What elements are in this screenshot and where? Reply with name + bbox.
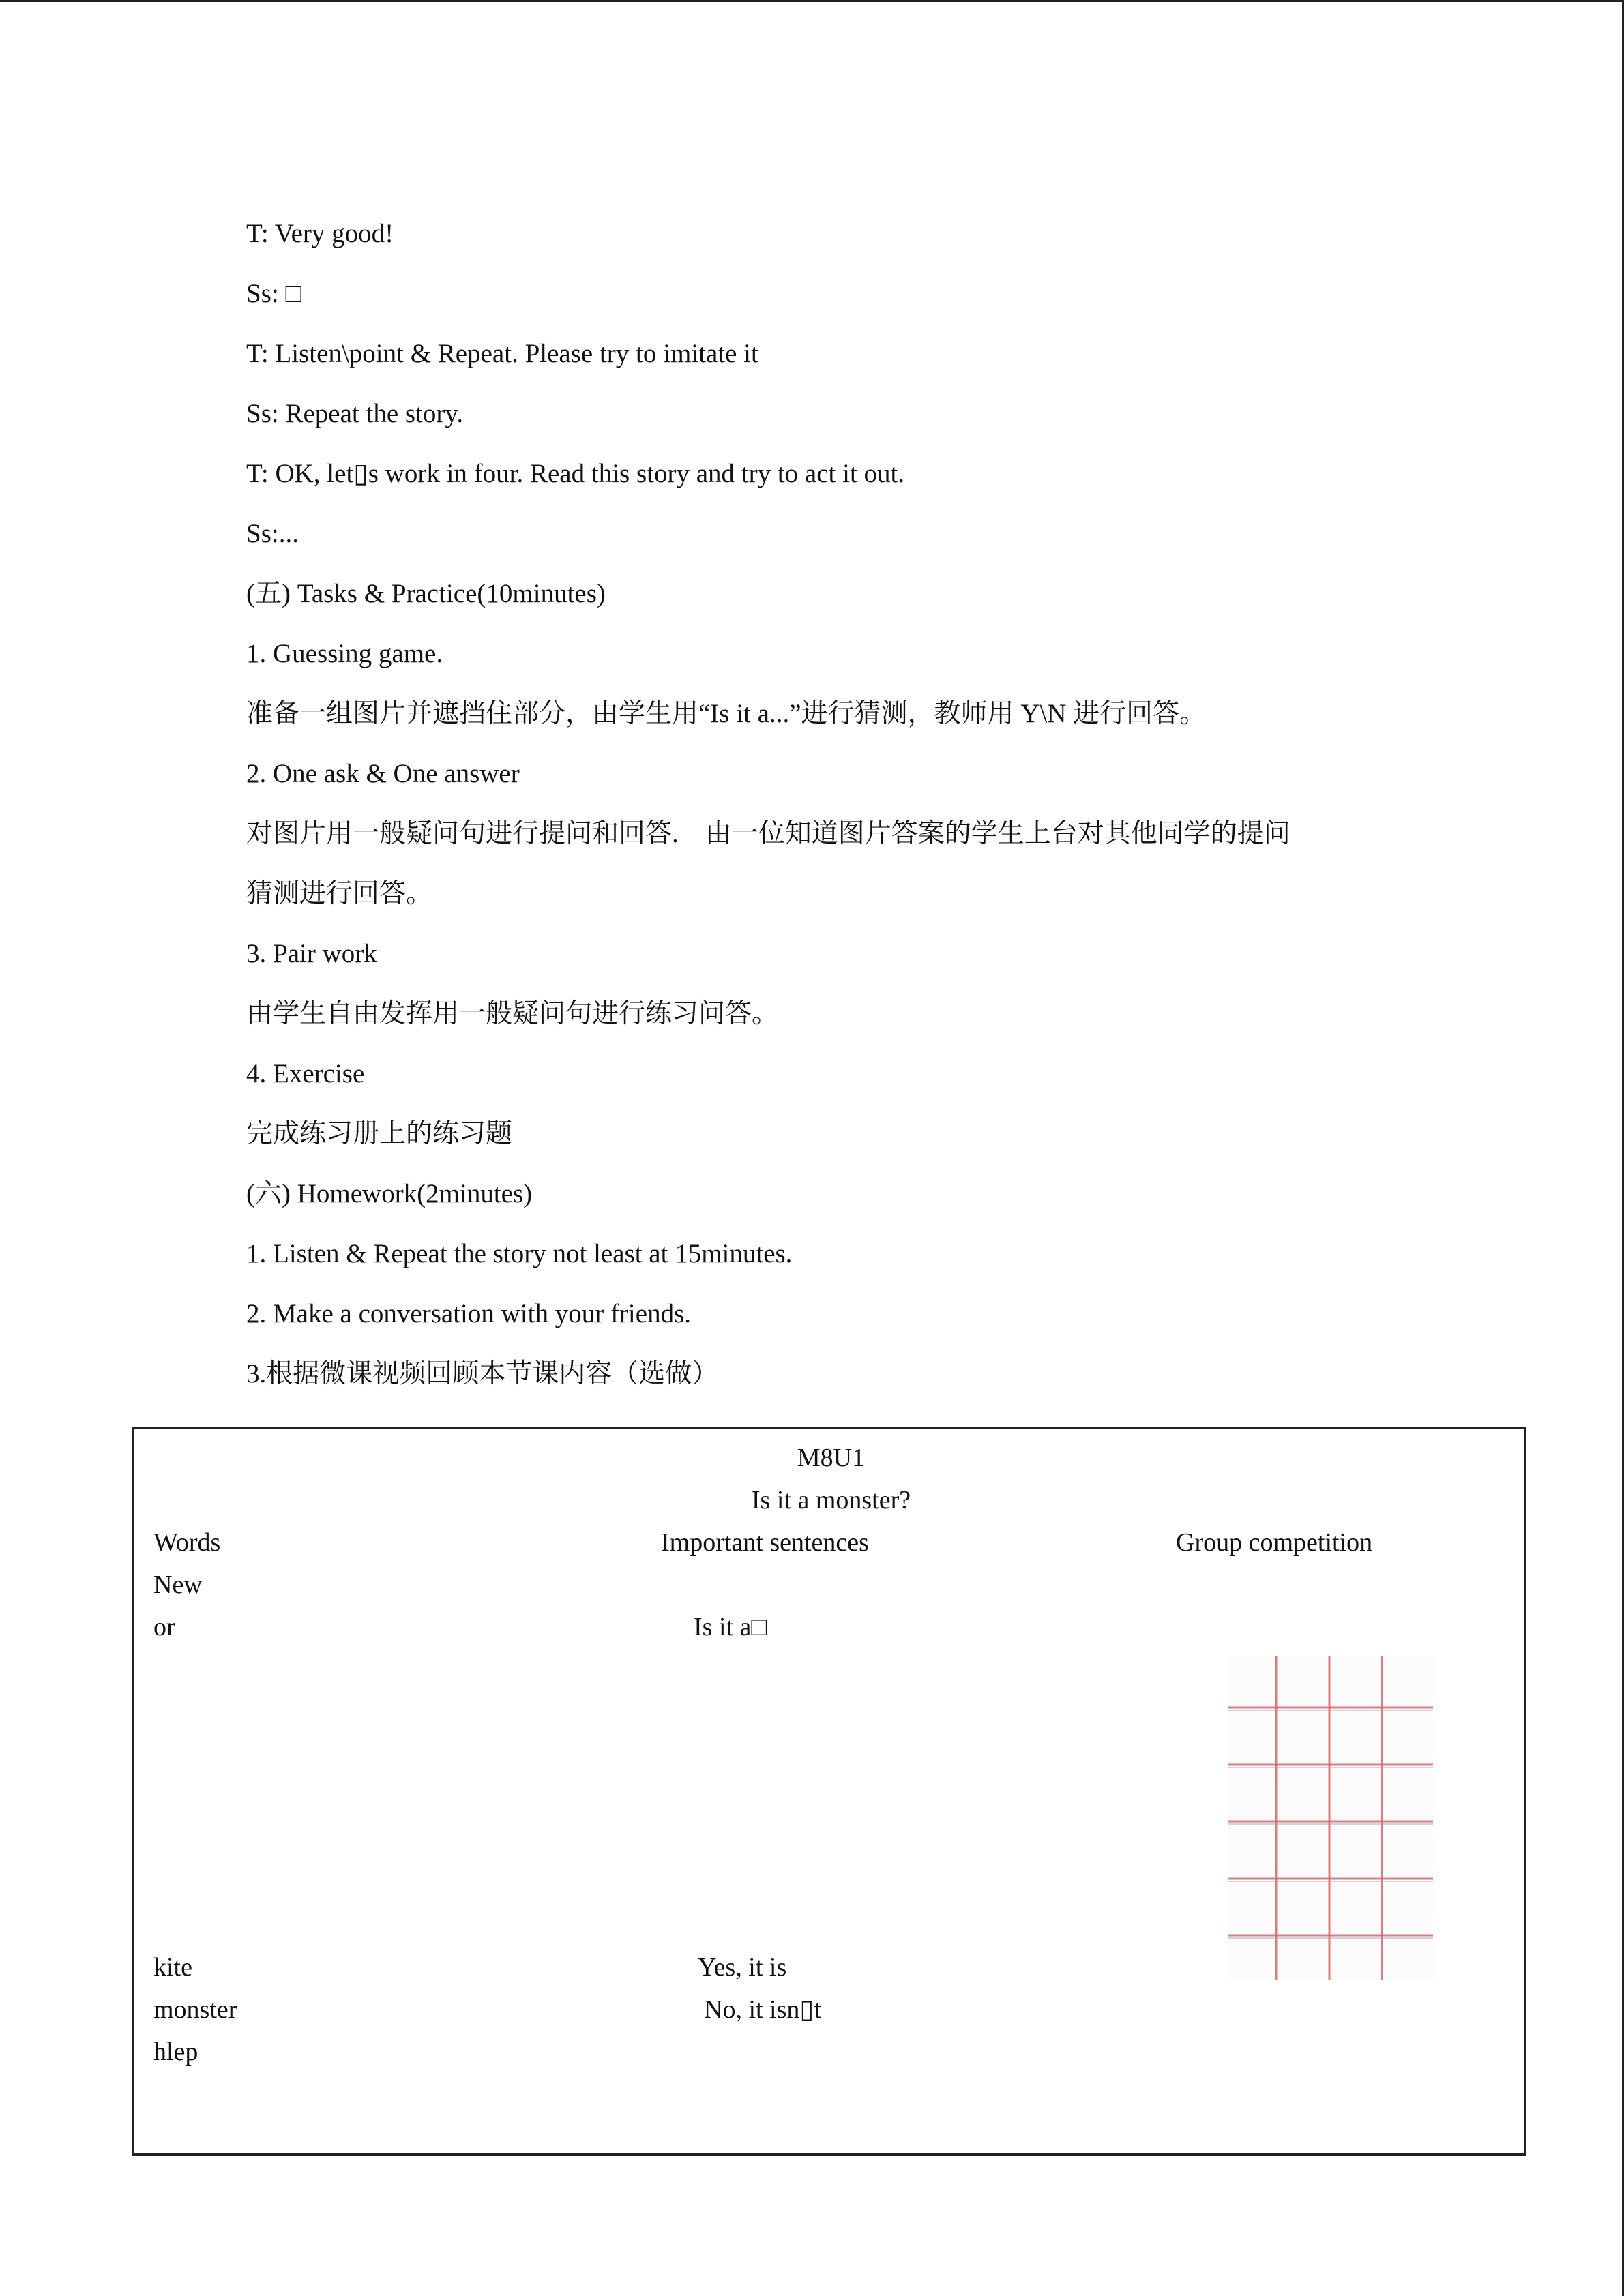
board-title: M8U1	[797, 1444, 866, 1472]
text-line-19: 2. Make a conversation with your friends.	[246, 1299, 691, 1328]
answer-yes: Yes, it is	[698, 1953, 787, 1982]
top-border	[0, 0, 1624, 2]
answer-no: No, it isn▯t	[704, 1995, 821, 2024]
blackboard-design-box	[132, 1427, 1526, 2156]
text-line-3: T: Listen\point & Repeat. Please try to imitate it	[246, 339, 758, 368]
text-line-2: Ss: □	[246, 279, 302, 308]
text-line-20: 3.根据微课视频回顾本节课内容（选做）	[246, 1359, 719, 1388]
group-competition-heading: Group competition	[1176, 1528, 1373, 1557]
section-heading-tasks: (五) Tasks & Practice(10minutes)	[246, 579, 606, 608]
new-label: New	[153, 1570, 203, 1599]
text-line-6: Ss:...	[246, 519, 299, 548]
text-line-13: 3. Pair work	[246, 939, 377, 968]
text-line-1: T: Very good!	[246, 219, 394, 248]
section-heading-homework: (六) Homework(2minutes)	[246, 1179, 533, 1208]
word-hlep: hlep	[153, 2038, 198, 2066]
group-competition-grid	[1228, 1656, 1433, 1980]
text-line-15: 4. Exercise	[246, 1059, 365, 1088]
text-line-16: 完成练习册上的练习题	[246, 1119, 513, 1148]
or-label: or	[153, 1613, 175, 1641]
question-sentence: Is it a□	[694, 1613, 767, 1641]
text-line-14: 由学生自由发挥用一般疑问句进行练习问答。	[246, 999, 779, 1028]
text-line-11: 对图片用一般疑问句进行提问和回答. 由一位知道图片答案的学生上台对其他同学的提问	[246, 819, 1290, 848]
board-subtitle: Is it a monster?	[751, 1486, 911, 1515]
word-monster: monster	[153, 1995, 237, 2024]
text-line-4: Ss: Repeat the story.	[246, 399, 464, 428]
sentences-heading: Important sentences	[661, 1528, 869, 1557]
words-heading: Words	[153, 1528, 221, 1557]
text-line-10: 2. One ask & One answer	[246, 759, 520, 788]
text-line-8: 1. Guessing game.	[246, 639, 443, 668]
text-line-5: T: OK, let▯s work in four. Read this story and try to act it out.	[246, 459, 905, 488]
text-line-12: 猜测进行回答。	[246, 879, 433, 908]
text-line-9: 准备一组图片并遮挡住部分，由学生用“Is it a...”进行猜测，教师用 Y\N 进行回答。	[246, 699, 1207, 728]
text-line-18: 1. Listen & Repeat the story not least at 15minutes.	[246, 1239, 793, 1268]
word-kite: kite	[153, 1953, 192, 1982]
